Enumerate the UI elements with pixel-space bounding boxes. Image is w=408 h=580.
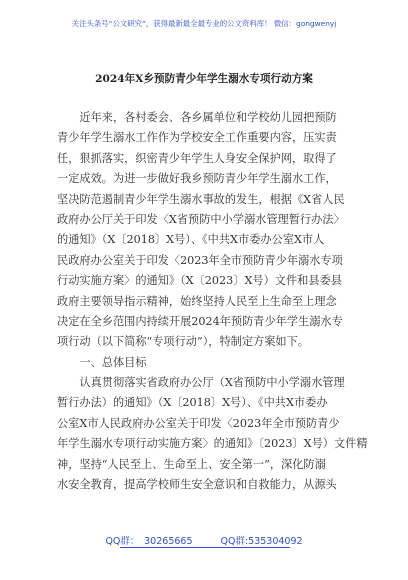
body-line: 民政府办公室关于印发〈2023年全市预防青少年溺水专项 xyxy=(57,253,343,267)
promo-header: 关注头条号“公文研究”，获得最新最全最专业的公文资料库！ 微信：gongwenyj xyxy=(71,19,337,28)
body-line: 青少年学生溺水工作作为学校安全工作重要内容，压实责 xyxy=(57,131,337,145)
qq-footer xyxy=(0,533,408,547)
body-line: 公室X市人民政府办公室关于印发〈2023年全市预防青少 xyxy=(57,416,340,430)
body-line: 认真贯彻落实省政府办公厅（X省预防中小学溺水管理 xyxy=(57,376,345,390)
body-line: 任，狠抓落实，织密青少年学生人身安全保护网，取得了 xyxy=(57,151,337,165)
section-heading: 一、总体目标 xyxy=(57,355,147,369)
body-line: 神，坚持“人民至上、生命至上、安全第一”，深化防溺 xyxy=(57,457,326,471)
body-line: 政府主要领导指示精神，始终坚持人民至上生命至上理念 xyxy=(57,294,337,308)
body-line: 一定成效。为进一步做好我乡预防青少年学生溺水工作， xyxy=(57,172,337,186)
qq-group-1: QQ群： 30265665 xyxy=(105,536,193,547)
document-body xyxy=(57,108,368,495)
footer-underline xyxy=(120,547,290,548)
body-line: 行动实施方案〉的通知》（X〔2023〕X号）文件和县委县 xyxy=(57,274,342,288)
qq-group-2: QQ群:535304092 xyxy=(220,536,303,547)
body-line: 水安全教育，提高学校师生安全意识和自救能力，从源头 xyxy=(57,478,337,492)
body-line: 政府办公厅关于印发〈X省预防中小学溺水管理暂行办法〉 xyxy=(57,212,345,226)
body-line: 暂行办法）的通知》（X〔2018〕X号）、《中共X市委办 xyxy=(57,396,328,410)
body-line: 决定在全乡范围内持续开展2024年预防青少年学生溺水专 xyxy=(57,314,343,328)
body-line: 近年来，各村委会、各乡属单位和学校幼儿园把预防 xyxy=(57,111,337,124)
body-line: 的通知》（X〔2018〕X号）、《中共X市委办公室X市人 xyxy=(57,233,325,247)
document-title: 2024年X乡预防青少年学生溺水专项行动方案 xyxy=(95,73,313,85)
body-line: 项行动（以下简称“专项行动”），特制定方案如下。 xyxy=(57,335,309,349)
body-line: 年学生溺水专项行动实施方案〉的通知》〔2023〕X号）文件精 xyxy=(57,437,368,451)
body-line: 坚决防范遏制青少年学生溺水事故的发生，根据《X省人民 xyxy=(57,192,345,206)
